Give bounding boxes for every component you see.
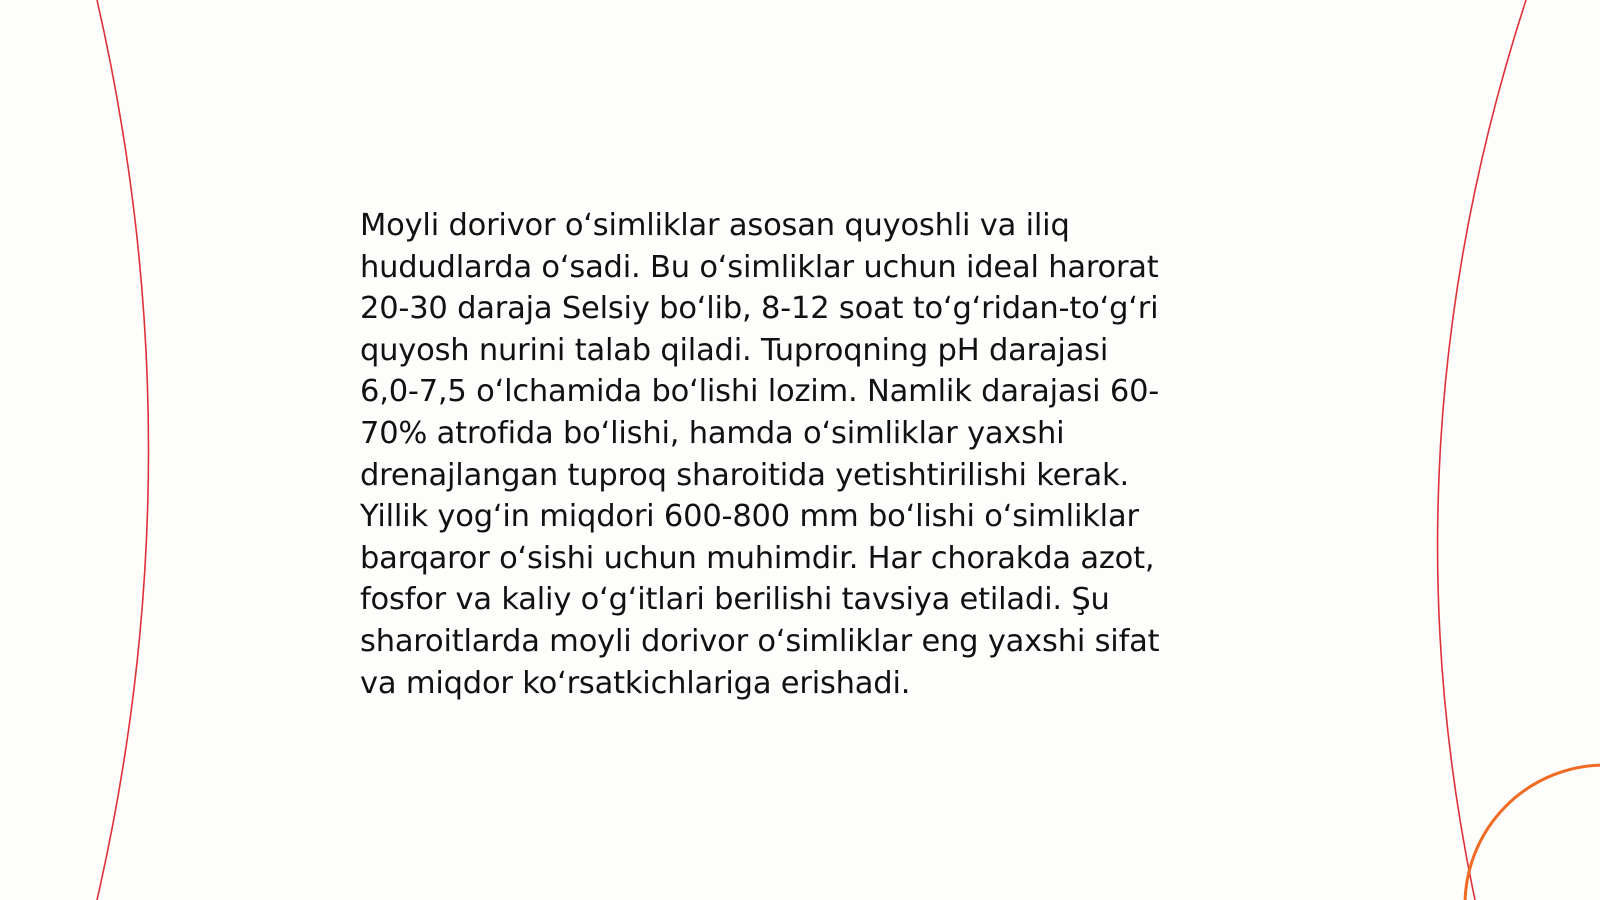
paragraph-line: Moyli dorivor oʻsimliklar asosan quyoshli va iliq [360, 208, 1070, 243]
paragraph-line: barqaror oʻsishi uchun muhimdir. Har chorakda azot, [360, 540, 1155, 576]
paragraph-line: sharoitlarda moyli dorivor oʻsimliklar eng yaxshi sifat [360, 623, 1160, 659]
right-arc-decoration [1438, 0, 1526, 900]
orange-circle-decoration [1465, 765, 1600, 900]
paragraph-line: drenajlangan tuproq sharoitida yetishtirilishi kerak. [360, 457, 1129, 493]
paragraph-line: quyosh nurini talab qiladi. Tuproqning pH darajasi [360, 332, 1109, 368]
paragraph-line: fosfor va kaliy oʻgʻitlari berilishi tavsiya etiladi. Şu [360, 582, 1110, 618]
paragraph-line: Yillik yogʻin miqdori 600-800 mm boʻlishi oʻsimliklar [360, 499, 1139, 535]
paragraph-line: 70% atrofida boʻlishi, hamda oʻsimliklar yaxshi [360, 415, 1065, 451]
paragraph-line: 20-30 daraja Selsiy boʻlib, 8-12 soat toʻgʻridan-toʻgʻri [360, 291, 1159, 327]
paragraph-line: hududlarda oʻsadi. Bu oʻsimliklar uchun ideal harorat [360, 249, 1159, 285]
body-paragraph [360, 205, 1240, 704]
paragraph-line: va miqdor koʻrsatkichlariga erishadi. [360, 665, 911, 701]
left-arc-decoration [97, 0, 149, 900]
paragraph-line: 6,0-7,5 oʻlchamida boʻlishi lozim. Namlik darajasi 60- [360, 374, 1160, 410]
